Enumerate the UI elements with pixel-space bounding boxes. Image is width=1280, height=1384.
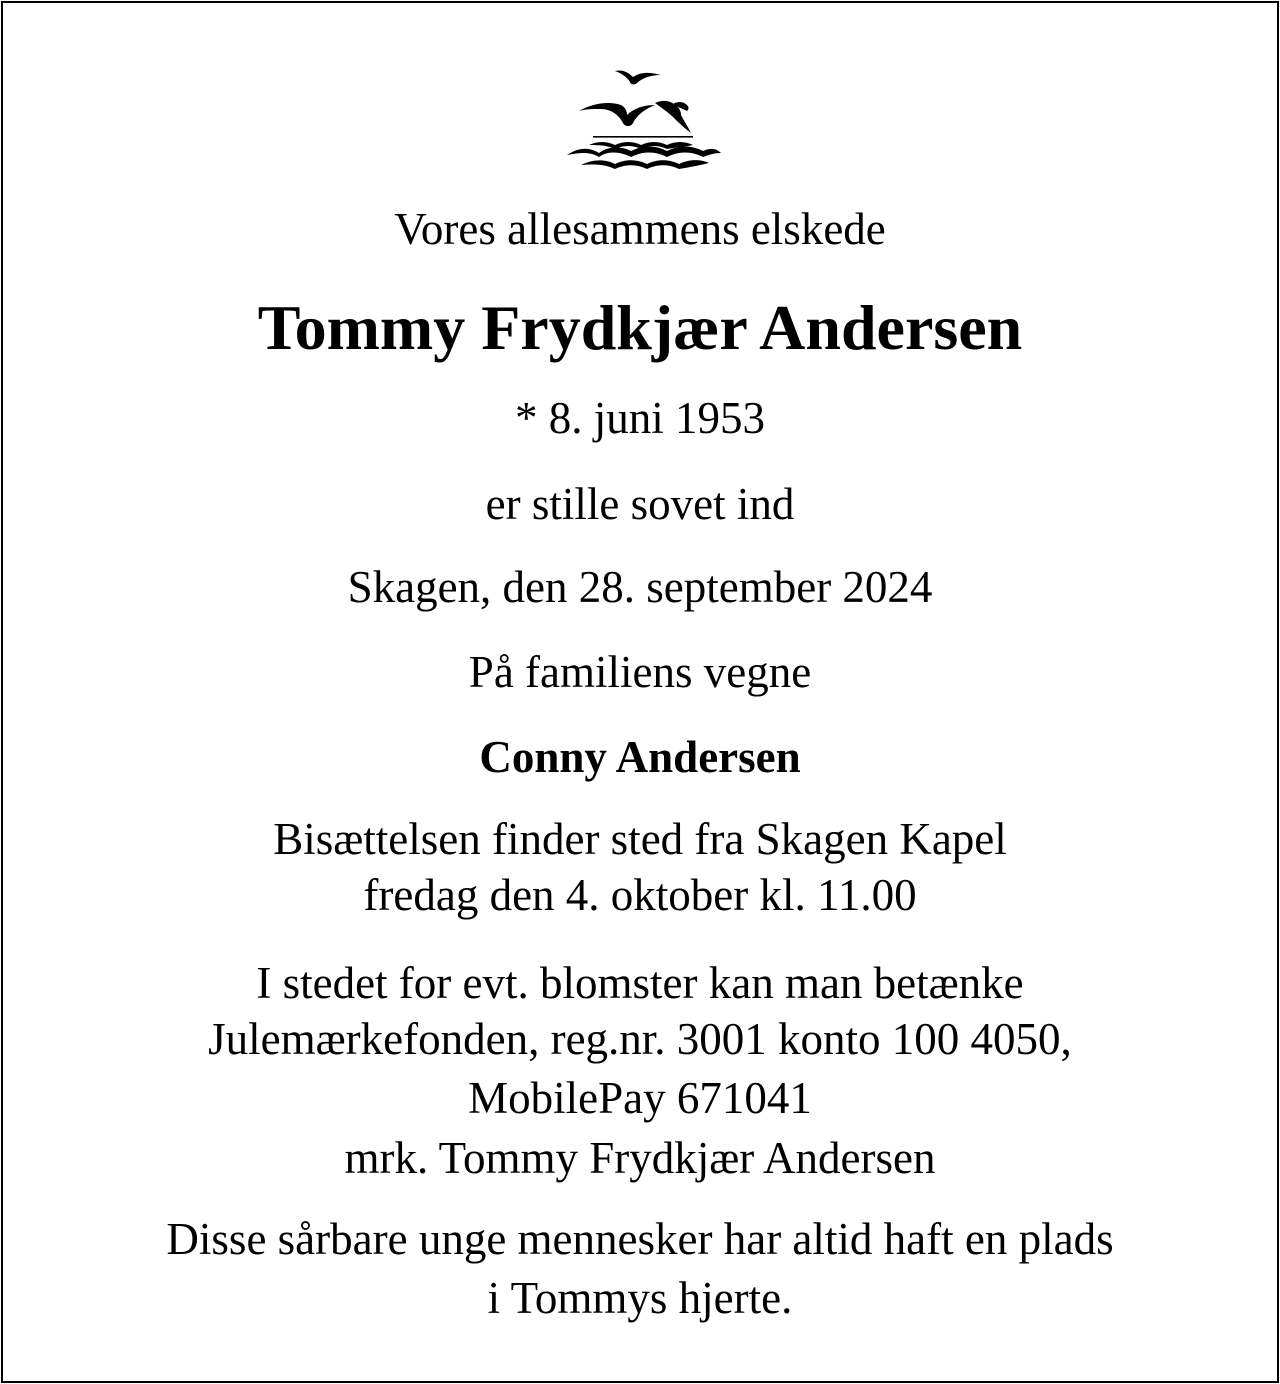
- deceased-name: Tommy Frydkjær Andersen: [257, 292, 1023, 363]
- donation-line: mrk. Tommy Frydkjær Andersen: [344, 1133, 936, 1183]
- birth-date: * 8. juni 1953: [514, 393, 765, 443]
- signer-name: Conny Andersen: [479, 732, 801, 782]
- closing-line: Disse sårbare unge mennesker har altid haft en plads: [166, 1214, 1114, 1264]
- seagulls-over-waves-icon: [563, 61, 725, 173]
- intro-line: Vores allesammens elskede: [394, 204, 886, 254]
- place-and-date: Skagen, den 28. september 2024: [347, 562, 933, 612]
- donation-line: I stedet for evt. blomster kan man betænke: [256, 958, 1024, 1008]
- on-behalf-line: På familiens vegne: [468, 647, 812, 697]
- donation-line: MobilePay 671041: [468, 1073, 812, 1123]
- passed-away-line: er stille sovet ind: [485, 479, 795, 529]
- funeral-line: Bisættelsen finder sted fra Skagen Kapel: [273, 814, 1007, 864]
- closing-line: i Tommys hjerte.: [487, 1273, 793, 1323]
- donation-line: Julemærkefonden, reg.nr. 3001 konto 100 4050,: [208, 1014, 1072, 1064]
- funeral-line: fredag den 4. oktober kl. 11.00: [363, 870, 917, 920]
- obituary-notice: [1, 1, 1279, 1383]
